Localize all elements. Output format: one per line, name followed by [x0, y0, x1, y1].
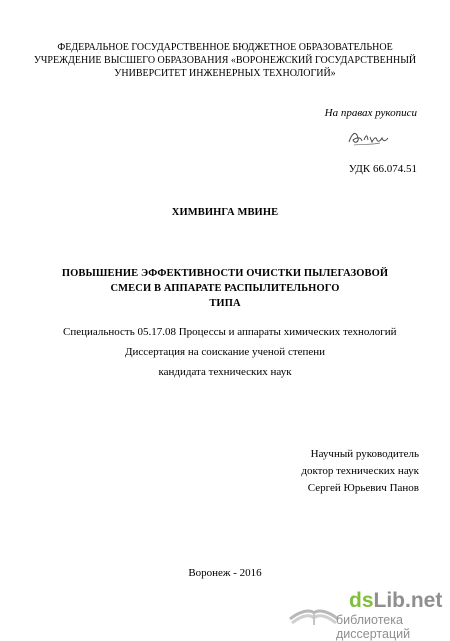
thesis-title-line-3: ТИПА	[209, 298, 241, 309]
org-line-3: УНИВЕРСИТЕТ ИНЖЕНЕРНЫХ ТЕХНОЛОГИЙ»	[114, 68, 336, 79]
specialty-line: Специальность 05.17.08 Процессы и аппараты химических технологий	[63, 326, 397, 338]
org-line-1: ФЕДЕРАЛЬНОЕ ГОСУДАРСТВЕННОЕ БЮДЖЕТНОЕ ОБРАЗОВАТЕЛЬНОЕ	[57, 42, 393, 53]
manuscript-note: На правах рукописи	[324, 107, 417, 119]
watermark-subtitle: библиотека диссертаций	[336, 613, 411, 641]
degree-line-1: Диссертация на соискание ученой степени	[124, 346, 326, 358]
book-logo-icon	[284, 591, 344, 631]
city-year: Воронеж - 2016	[188, 567, 262, 579]
thesis-title-line-2: СМЕСИ В АППАРАТЕ РАСПЫЛИТЕЛЬНОГО	[110, 283, 340, 294]
supervisor-degree: доктор технических наук	[301, 465, 419, 477]
supervisor-name: Сергей Юрьевич Панов	[307, 482, 419, 494]
dslib-watermark	[280, 588, 450, 641]
org-line-2: УЧРЕЖДЕНИЕ ВЫСШЕГО ОБРАЗОВАНИЯ «ВОРОНЕЖСКИЙ ГОСУДАРСТВЕННЫЙ	[33, 55, 417, 66]
author-name: ХИМВИНГА МВИНЕ	[171, 207, 279, 218]
udc-code: УДК 66.074.51	[348, 163, 417, 175]
thesis-title-line-1: ПОВЫШЕНИЕ ЭФФЕКТИВНОСТИ ОЧИСТКИ ПЫЛЕГАЗОВОЙ	[61, 268, 389, 279]
watermark-logo-text: dsLib.net	[349, 589, 443, 612]
degree-line-2: кандидата технических наук	[158, 366, 292, 378]
signature-image	[346, 127, 390, 149]
supervisor-role: Научный руководитель	[310, 448, 419, 460]
